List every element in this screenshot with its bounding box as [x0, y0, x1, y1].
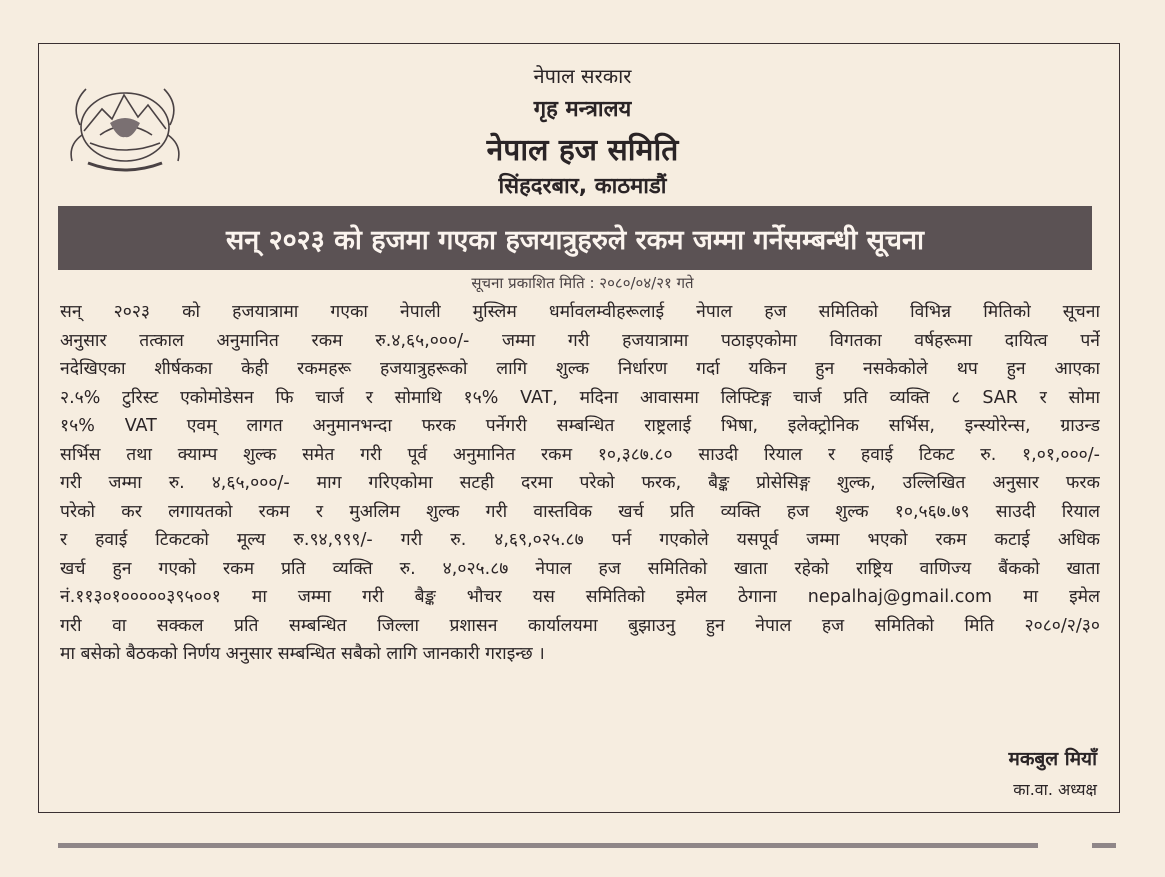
body-line: गरी वा सक्कल प्रति सम्बन्धित जिल्ला प्रशासन कार्यालयमा बुझाउनु हुन नेपाल हज समितिको मिति २०८०/२/३० — [60, 615, 1100, 636]
body-line: सर्भिस तथा क्याम्प शुल्क समेत गरी पूर्व अनुमानित रकम १०,३८७.८० साउदी रियाल र हवाई टिकट रु. १,०१,०००/- — [60, 444, 1100, 465]
body-line: नदेखिएका शीर्षकका केही रकमहरू हजयात्रुहरूको लागि शुल्क निर्धारण गर्दा यकिन हुन नसकेकोले थप हुन आएका — [60, 359, 1100, 379]
body-line: नं.११३०१०००००३९५००१ मा जम्मा गरी बैङ्क भौचर यस समितिको इमेल ठेगाना nepalhaj@gmail.com मा इमेल — [60, 587, 1100, 607]
government-name: नेपाल सरकार — [533, 64, 632, 88]
signatory-name: मकबुल मियाँ — [1008, 748, 1097, 770]
notice-title-banner — [58, 206, 1092, 270]
ministry-name: गृह मन्त्रालय — [533, 97, 632, 122]
body-line: र हवाई टिकटको मूल्य रु.९४,९९९/- गरी रु. ४,६९,०२५.८७ पर्न गएकोले यसपूर्व जम्मा भएको रकम कटाई अधिक — [60, 530, 1100, 550]
bottom-rule-end — [1092, 843, 1116, 848]
body-line: सन् २०२३ को हजयात्रामा गएका नेपाली मुस्लिम धर्मावलम्वीहरूलाई नेपाल हज समितिको विभिन्न मितिको सूचना — [60, 302, 1100, 322]
body-line: मा बसेको बैठकको निर्णय अनुसार सम्बन्धित सबैको लागि जानकारी गराइन्छ । — [60, 644, 545, 664]
published-date: सूचना प्रकाशित मिति : २०८०/०४/२१ गते — [471, 274, 694, 292]
body-line: १५% VAT एवम् लागत अनुमानभन्दा फरक पर्नेगरी सम्बन्धित राष्ट्रलाई भिषा, इलेक्ट्रोनिक सर्भिस, इन्स्योरेन्स, ग्राउन्ड — [60, 416, 1100, 436]
body-line: गरी जम्मा रु. ४,६५,०००/- माग गरिएकोमा सटही दरमा परेको फरक, बैङ्क प्रोसेसिङ्ग शुल्क, उल्लिखित अनुसार फरक — [60, 473, 1100, 493]
body-line: खर्च हुन गएको रकम प्रति व्यक्ति रु. ४,०२५.८७ नेपाल हज समितिको खाता रहेको राष्ट्रिय वाणिज्य बैंकको खाता — [60, 558, 1100, 579]
body-line: २.५% टुरिस्ट एकोमोडेसन फि चार्ज र सोमाथि १५% VAT, मदिना आवासमा लिफ्टिङ्ग चार्ज प्रति व्यक्ति ८ SAR र सोमा — [60, 387, 1100, 408]
bottom-rule — [58, 843, 1038, 848]
notice-body — [60, 298, 1100, 669]
body-line: अनुसार तत्काल अनुमानित रकम रु.४,६५,०००/- जम्मा गरी हजयात्रामा पठाइएकोमा विगतका वर्षहरूमा दायित्व पर्ने — [60, 330, 1100, 351]
committee-name: नेपाल हज समिति — [486, 133, 679, 168]
signatory-title: का.वा. अध्यक्ष — [1013, 780, 1097, 799]
notice-title: सन् २०२३ को हजमा गएका हजयात्रुहरुले रकम जम्मा गर्नेसम्बन्धी सूचना — [225, 224, 925, 256]
body-line: परेको कर लगायतको रकम र मुअलिम शुल्क गरी वास्तविक खर्च प्रति व्यक्ति हज शुल्क १०,५६७.७९ साउदी रियाल — [60, 501, 1100, 522]
office-address: सिंहदरबार, काठमाडौं — [498, 174, 667, 199]
